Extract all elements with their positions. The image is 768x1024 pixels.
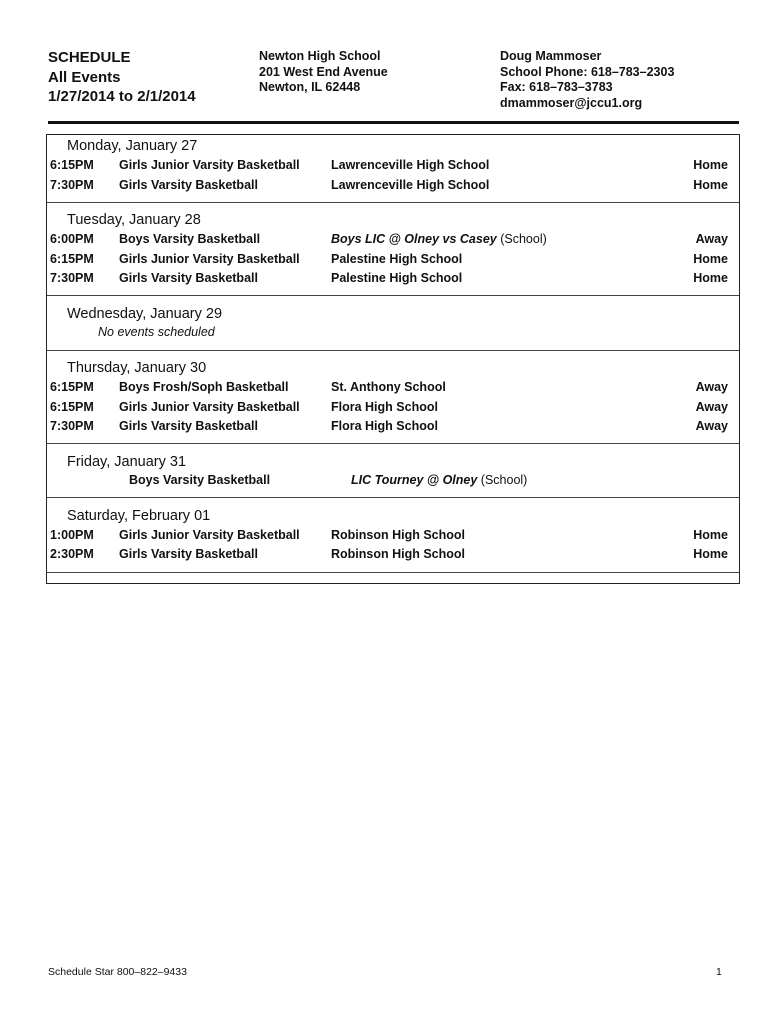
- event-location: Home: [693, 178, 728, 192]
- event-opponent: Palestine High School: [331, 252, 463, 266]
- header-divider: [48, 121, 739, 124]
- day-divider: [47, 497, 739, 498]
- event-location: Home: [693, 158, 728, 172]
- event-name: Boys Varsity Basketball: [129, 473, 271, 487]
- contact-phone: School Phone: 618–783–2303: [500, 64, 675, 79]
- event-row: [47, 252, 739, 271]
- contact-info: [500, 49, 674, 111]
- event-name: Girls Varsity Basketball: [119, 178, 258, 192]
- no-events-message: No events scheduled: [98, 325, 215, 339]
- day-section: [47, 451, 739, 499]
- event-opponent: Lawrenceville High School: [331, 178, 490, 192]
- day-title: Thursday, January 30: [67, 360, 207, 376]
- event-row: [47, 158, 739, 177]
- event-opponent: Flora High School: [331, 419, 438, 433]
- opponent-main: LIC Tourney @ Olney: [351, 473, 478, 487]
- event-opponent: St. Anthony School: [331, 380, 446, 394]
- event-row: [47, 547, 739, 566]
- contact-email: dmammoser@jccu1.org: [500, 95, 643, 110]
- day-title: Wednesday, January 29: [67, 306, 223, 322]
- contact-fax: Fax: 618–783–3783: [500, 80, 613, 95]
- school-street: 201 West End Avenue: [259, 64, 388, 79]
- event-row: [47, 528, 739, 547]
- event-name: Girls Junior Varsity Basketball: [119, 528, 300, 542]
- event-location: Home: [693, 252, 728, 266]
- event-row: [47, 419, 739, 438]
- event-name: Girls Varsity Basketball: [119, 419, 258, 433]
- day-divider: [47, 443, 739, 444]
- event-row: [47, 271, 739, 290]
- event-time: 7:30PM: [50, 178, 94, 192]
- event-location: Home: [693, 271, 728, 285]
- event-opponent: Lawrenceville High School: [331, 158, 490, 172]
- event-row: [47, 380, 739, 399]
- event-row: [47, 400, 739, 419]
- event-time: 2:30PM: [50, 547, 94, 561]
- event-time: 6:15PM: [50, 158, 94, 172]
- event-time: 6:15PM: [50, 400, 94, 414]
- day-section: [47, 303, 739, 351]
- day-divider: [47, 295, 739, 296]
- schedule-table: [46, 134, 740, 584]
- event-name: Boys Varsity Basketball: [119, 232, 261, 246]
- event-name: Girls Junior Varsity Basketball: [119, 158, 300, 172]
- event-time: 1:00PM: [50, 528, 94, 542]
- page-subtitle: All Events: [48, 68, 121, 86]
- page-title: SCHEDULE: [48, 49, 131, 66]
- event-opponent: Flora High School: [331, 400, 438, 414]
- event-opponent: [331, 232, 547, 246]
- event-opponent: Robinson High School: [331, 528, 466, 542]
- event-time: 7:30PM: [50, 271, 94, 285]
- day-section: [47, 135, 739, 203]
- day-title: Saturday, February 01: [67, 508, 211, 524]
- event-name: Girls Varsity Basketball: [119, 547, 258, 561]
- event-row: [47, 473, 739, 492]
- event-time: 6:15PM: [50, 252, 94, 266]
- school-address: [259, 49, 388, 96]
- day-section: [47, 505, 739, 573]
- event-location: Away: [695, 380, 728, 394]
- school-name: Newton High School: [259, 49, 381, 63]
- event-location: Home: [693, 528, 728, 542]
- opponent-note: (School): [477, 473, 528, 487]
- event-name: Girls Junior Varsity Basketball: [119, 400, 300, 414]
- day-title: Friday, January 31: [67, 454, 187, 470]
- day-title: Tuesday, January 28: [67, 212, 201, 228]
- schedule-header: [48, 48, 196, 107]
- date-range: 1/27/2014 to 2/1/2014: [48, 88, 196, 105]
- day-divider: [47, 350, 739, 351]
- event-row: [47, 178, 739, 197]
- event-location: Away: [695, 400, 728, 414]
- opponent-main: Boys LIC @ Olney vs Casey: [331, 232, 497, 246]
- event-name: Boys Frosh/Soph Basketball: [119, 380, 289, 394]
- day-divider: [47, 202, 739, 203]
- day-divider: [47, 572, 739, 573]
- event-name: Girls Varsity Basketball: [119, 271, 258, 285]
- event-time: 6:15PM: [50, 380, 94, 394]
- event-location: Away: [695, 419, 728, 433]
- opponent-note: (School): [496, 232, 547, 246]
- day-section: [47, 209, 739, 297]
- day-title: Monday, January 27: [67, 138, 198, 154]
- event-name: Girls Junior Varsity Basketball: [119, 252, 300, 266]
- event-location: Home: [693, 547, 728, 561]
- event-time: 6:00PM: [50, 232, 94, 246]
- day-section: [47, 357, 739, 445]
- event-row: [47, 232, 739, 251]
- event-location: Away: [695, 232, 728, 246]
- event-time: 7:30PM: [50, 419, 94, 433]
- event-opponent: Robinson High School: [331, 547, 466, 561]
- footer-credit: Schedule Star 800–822–9433: [48, 966, 187, 978]
- event-opponent: [351, 473, 527, 487]
- school-city: Newton, IL 62448: [259, 80, 361, 95]
- page-number: 1: [716, 966, 722, 978]
- event-opponent: Palestine High School: [331, 271, 463, 285]
- contact-name: Doug Mammoser: [500, 49, 602, 63]
